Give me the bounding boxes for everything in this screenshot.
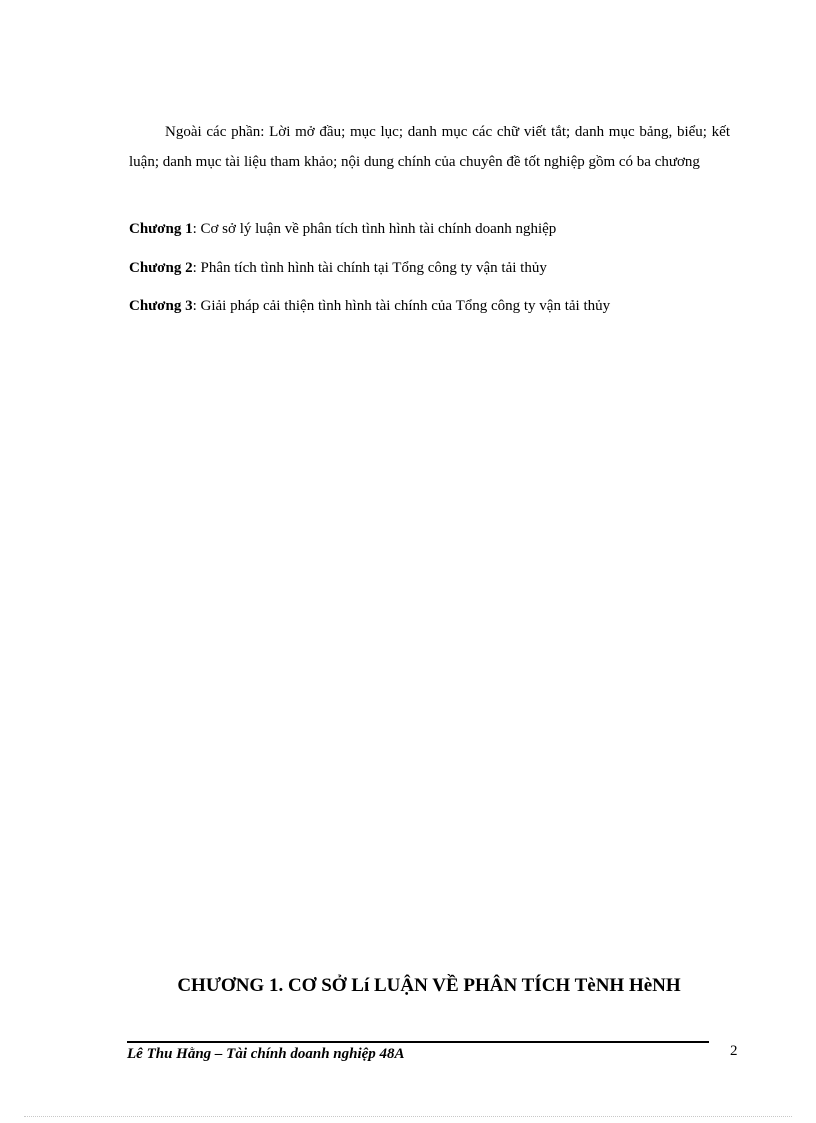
chapter-3-line	[129, 296, 749, 316]
chapter-1-label: Chương 1	[129, 221, 193, 237]
chapter-3-label: Chương 3	[129, 298, 193, 314]
page-number: 2	[730, 1043, 738, 1059]
chapter-2-label: Chương 2	[129, 260, 193, 276]
chapter-3-text: : Giải pháp cải thiện tình hình tài chính của Tổng công ty vận tải thủy	[192, 298, 611, 314]
chapter-2-line	[129, 258, 749, 278]
footer-author: Lê Thu Hằng – Tài chính doanh nghiệp 48A	[127, 1046, 405, 1062]
footer-divider	[127, 1041, 709, 1043]
page-bottom-edge	[24, 1116, 792, 1117]
intro-paragraph: Ngoài các phần: Lời mở đầu; mục lục; danh mục các chữ viết tắt; danh mục bảng, biểu; kết luận; danh mục tài liệu tham khảo; nội dung chính của chuyên đề tốt nghiệp gồm có ba chương	[129, 124, 730, 170]
chapter-2-text: : Phân tích tình hình tài chính tại Tổng công ty vận tải thủy	[192, 260, 547, 276]
chapter-1-line	[129, 219, 749, 239]
chapter-1-text: : Cơ sở lý luận về phân tích tình hình tài chính doanh nghiệp	[192, 221, 557, 237]
chapter-heading: CHƯƠNG 1. CƠ SỞ Lí LUẬN VỀ PHÂN TÍCH TèNH HèNH	[177, 975, 681, 996]
